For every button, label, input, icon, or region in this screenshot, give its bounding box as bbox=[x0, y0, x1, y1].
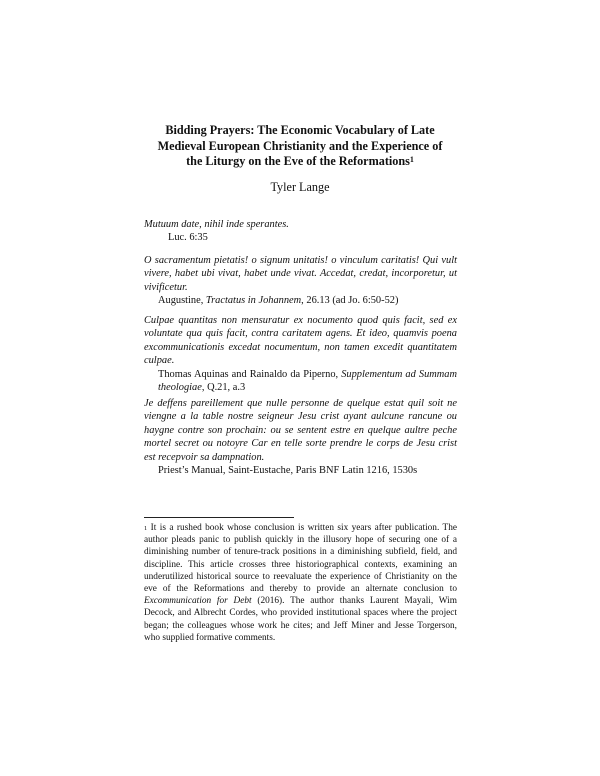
title-text: Bidding Prayers: The Economic Vocabulary of Late Medieval European Christianity and the Experience of the Liturgy on the Eve of the Reformations bbox=[157, 123, 443, 168]
footnote-text-before: It is a rushed book whose conclusion is written six years after publication. The author pleads panic to publish quickly in the illusory hope of securing one of a diminishing number of tenure-track positions in a diminishing subfield, field, and discipline. This article crosses three historiographical contexts, examining an underutilized historical source to reevaluate the experience of Christianity on the eve of the Reformations and thereby to provide an alternate conclusion to bbox=[144, 523, 457, 595]
epigraph-attribution: Priest’s Manual, Saint-Eustache, Paris BNF Latin 1216, 1530s bbox=[158, 465, 418, 477]
epigraph-attribution: Luc. 6:35 bbox=[168, 232, 208, 244]
epigraph-quote: O sacramentum pietatis! o signum unitatis! o vinculum caritatis! Qui vult vivere, habet ubi vivat, habet unde vivat. Accedat, credat, incorporetur, ut vivificetur. bbox=[144, 255, 457, 293]
epigraph-2 bbox=[144, 254, 457, 308]
author-name: Tyler Lange bbox=[270, 180, 330, 194]
epigraph-attribution bbox=[144, 294, 457, 307]
epigraph-4 bbox=[144, 397, 457, 477]
footnote-text-after: (2016). The author thanks Laurent Mayali, Wim Decock, and Albrecht Cordes, who provided institutional spaces where the project began; the colleagues whose work he cites; and Jeff Miner and Jesse Torgerson, who supplied formative comments. bbox=[144, 596, 457, 643]
attribution-author: Thomas Aquinas and Rainaldo da Piperno, bbox=[158, 368, 342, 380]
attribution-author: Augustine, bbox=[158, 295, 206, 307]
epigraph-quote: Culpae quantitas non mensuratur ex nocumento quod quis facit, sed ex voluntate qua quis facit, contra caritatem agens. Et ideo, quamvis poena excommunicationis excedat nocumentum, non tamen excedit quantitatem culpae. bbox=[144, 315, 457, 367]
epigraph-3 bbox=[144, 314, 457, 394]
footnote-divider bbox=[144, 517, 294, 518]
footnote-marker: 1 bbox=[144, 525, 148, 532]
epigraph-attribution bbox=[144, 368, 457, 395]
footnote-1 bbox=[144, 522, 457, 644]
title-footnote-marker[interactable]: 1 bbox=[409, 155, 414, 164]
epigraph-quote: Je deffens pareillement que nulle personne de quelque estat quil soit ne viengne a la table nostre seigneur Jesu crist ayant aulcune rancune ou haygne contre son prochain: ou se sentent estre en quelque aultre peche mortel secret ou notoyre Car en telle sorte prendre le corps de Jesu crist est recepvoir sa dampnation. bbox=[144, 398, 457, 463]
attribution-work: Supplementum ad Summam theologiae bbox=[158, 368, 457, 394]
attribution-work: Tractatus in Johannem bbox=[205, 295, 302, 307]
attribution-reference: , Q.21, a.3 bbox=[201, 382, 246, 394]
attribution-reference: , 26.13 (ad Jo. 6:50-52) bbox=[301, 295, 399, 307]
footnote-book-title: Excommunication for Debt bbox=[144, 596, 252, 607]
article-title bbox=[150, 123, 450, 170]
epigraph-quote: Mutuum date, nihil inde sperantes. bbox=[144, 219, 289, 230]
epigraph-1 bbox=[144, 218, 457, 245]
